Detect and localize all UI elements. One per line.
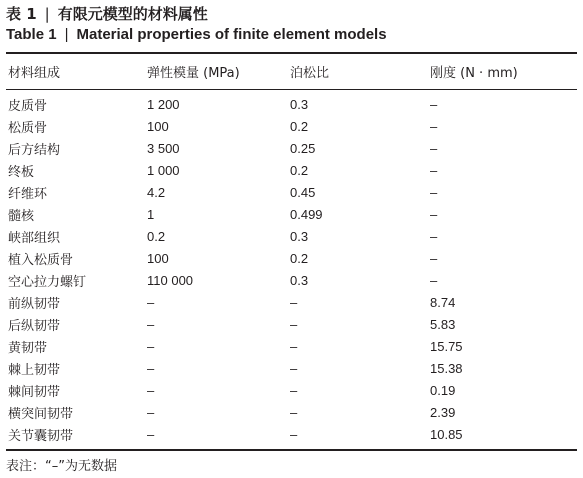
table-title-cn: 有限元模型的材料属性 (57, 5, 208, 23)
table-top-rule (6, 52, 577, 54)
cell-stiffness: 15.38 (430, 360, 463, 376)
table-row (6, 423, 577, 445)
table-label-cn: 表 1 (6, 5, 37, 23)
cell-poisson-ratio: 0.2 (290, 162, 309, 178)
cell-material: 峡部组织 (8, 230, 61, 246)
cell-poisson-ratio: – (290, 382, 298, 398)
cell-poisson-ratio: – (290, 426, 298, 442)
cell-elastic-modulus: 1 200 (147, 96, 180, 112)
cell-stiffness: – (430, 140, 438, 156)
table-caption-cn (6, 3, 208, 24)
cell-poisson-ratio: 0.3 (290, 272, 309, 288)
cell-material: 皮质骨 (8, 98, 48, 114)
cell-poisson-ratio: – (290, 316, 298, 332)
cell-stiffness: 10.85 (430, 426, 463, 442)
cell-stiffness: – (430, 162, 438, 178)
cell-poisson-ratio: – (290, 294, 298, 310)
cell-material: 棘间韧带 (8, 384, 61, 400)
cell-poisson-ratio: – (290, 338, 298, 354)
header-poisson-ratio: 泊松比 (290, 65, 330, 81)
cell-elastic-modulus: 100 (147, 250, 169, 266)
cell-stiffness: – (430, 228, 438, 244)
caption-separator: | (44, 5, 50, 23)
table-row (6, 401, 577, 423)
cell-elastic-modulus: 3 500 (147, 140, 180, 156)
cell-elastic-modulus: – (147, 316, 155, 332)
cell-material: 棘上韧带 (8, 362, 61, 378)
cell-material: 关节囊韧带 (8, 428, 74, 444)
table-header-row (6, 58, 577, 84)
table-footnote: 表注：“–”为无数据 (6, 459, 117, 474)
cell-elastic-modulus: – (147, 294, 155, 310)
cell-poisson-ratio: – (290, 360, 298, 376)
cell-elastic-modulus: – (147, 360, 155, 376)
cell-material: 黄韧带 (8, 340, 48, 356)
cell-material: 空心拉力螺钉 (8, 274, 87, 290)
table-row (6, 159, 577, 181)
cell-material: 终板 (8, 164, 35, 180)
cell-material: 前纵韧带 (8, 296, 61, 312)
table-row (6, 115, 577, 137)
header-material: 材料组成 (8, 65, 61, 81)
cell-stiffness: – (430, 184, 438, 200)
table-row (6, 137, 577, 159)
cell-stiffness: – (430, 206, 438, 222)
cell-elastic-modulus: 0.2 (147, 228, 166, 244)
cell-elastic-modulus: – (147, 426, 155, 442)
cell-stiffness: 2.39 (430, 404, 456, 420)
cell-stiffness: 15.75 (430, 338, 463, 354)
caption-separator-en: | (64, 26, 69, 43)
cell-material: 植入松质骨 (8, 252, 74, 268)
table-bottom-rule (6, 449, 577, 451)
cell-elastic-modulus: 100 (147, 118, 169, 134)
table-row (6, 93, 577, 115)
cell-stiffness: – (430, 96, 438, 112)
cell-stiffness: 0.19 (430, 382, 456, 398)
table-row (6, 269, 577, 291)
cell-elastic-modulus: – (147, 382, 155, 398)
cell-material: 后纵韧带 (8, 318, 61, 334)
table-row (6, 357, 577, 379)
cell-poisson-ratio: 0.499 (290, 206, 323, 222)
cell-material: 髓核 (8, 208, 35, 224)
header-elastic-modulus: 弹性模量 (MPa) (147, 65, 240, 81)
cell-stiffness: – (430, 250, 438, 266)
cell-elastic-modulus: – (147, 338, 155, 354)
table-caption-en (6, 26, 387, 43)
cell-elastic-modulus: – (147, 404, 155, 420)
cell-poisson-ratio: 0.3 (290, 228, 309, 244)
cell-poisson-ratio: 0.45 (290, 184, 316, 200)
header-stiffness: 刚度 (N · mm) (430, 65, 518, 81)
table-row (6, 203, 577, 225)
cell-elastic-modulus: 110 000 (147, 272, 194, 288)
cell-poisson-ratio: – (290, 404, 298, 420)
cell-poisson-ratio: 0.2 (290, 250, 309, 266)
cell-stiffness: 5.83 (430, 316, 456, 332)
table-label-en: Table 1 (6, 26, 57, 43)
table-row (6, 225, 577, 247)
table-row (6, 291, 577, 313)
table-row (6, 335, 577, 357)
table-title-en: Material properties of finite element models (76, 26, 387, 43)
cell-elastic-modulus: 1 (147, 206, 155, 222)
table-row (6, 181, 577, 203)
cell-stiffness: – (430, 272, 438, 288)
cell-elastic-modulus: 4.2 (147, 184, 166, 200)
cell-material: 纤维环 (8, 186, 48, 202)
cell-poisson-ratio: 0.25 (290, 140, 316, 156)
table-row (6, 379, 577, 401)
cell-material: 后方结构 (8, 142, 61, 158)
table-row (6, 247, 577, 269)
table-row (6, 313, 577, 335)
cell-material: 横突间韧带 (8, 406, 74, 422)
cell-material: 松质骨 (8, 120, 48, 136)
cell-elastic-modulus: 1 000 (147, 162, 180, 178)
cell-poisson-ratio: 0.3 (290, 96, 309, 112)
cell-poisson-ratio: 0.2 (290, 118, 309, 134)
table-header-rule (6, 89, 577, 90)
cell-stiffness: 8.74 (430, 294, 456, 310)
cell-stiffness: – (430, 118, 438, 134)
